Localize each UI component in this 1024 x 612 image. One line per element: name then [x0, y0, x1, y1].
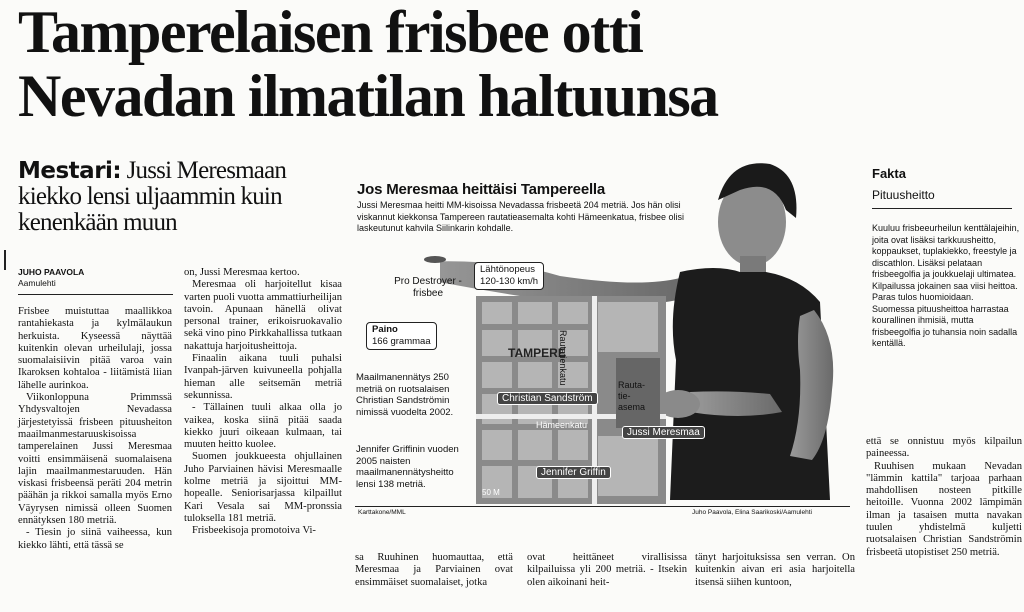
- paragraph: Meresmaa oli harjoitellut kisaa varten puoli vuotta ammattiurheilijan tavoin. Apunaan hänellä olivat personal trainer, erikoisruokavalio sekä vino pino Pirkkahallissa tutkaan nakattuja harjoitusheittoja.: [184, 279, 342, 352]
- paragraph: sa Ruuhinen huomauttaa, että Meresmaa ja Parviainen ovat ensimmäiset suomalaiset, jotka: [355, 552, 513, 588]
- paragraph: Viikonloppuna Primmssä Yhdysvaltojen Nevadassa järjestetyissä frisbeen pituusheiton maailmanmestaruuskisoissa tamperelainen Jussi Meresmaa voitti ensimmäisenä suomalaisena lajin maailmanmestaruuden. Hän viskasi frisbeensä peräti 204 metrin päähän ja rikkoi samalla myös Erno Väyrysen nimissä olleen Suomen ennätyksen 180 metriä.: [18, 392, 172, 527]
- fakta-paragraph: Kuuluu frisbeeurheilun kenttälajeihin, joita ovat lisäksi tarkkuusheitto, koppaukset, tuplakiekko, freestyle ja discathlon. Lisäksi pelataan frisbeegolfia ja joukkuelaji ultimatea.: [872, 223, 1020, 279]
- map-label-hameenkatu: Hämeenkatu: [536, 420, 588, 430]
- fakta-rule: [872, 208, 1012, 209]
- body-column-4: [866, 436, 1022, 559]
- map-label-griffin: Jennifer Griffin: [536, 466, 611, 479]
- speed-callout: [474, 262, 544, 290]
- map-label-tampere: TAMPERE: [508, 346, 566, 360]
- body-column-3a: [355, 552, 513, 589]
- subhead-lead: Mestari:: [18, 158, 122, 184]
- speed-label: Lähtönopeus: [480, 264, 535, 275]
- paragraph: Ruuhisen mukaan Nevadan "lämmin kattila" tarjoaa parhaan mahdollisen nosteen pitkille heitoille. Vuonna 2002 lämpimän ilman ja tasaisen mutta navakan tuulen yhdistelmä kuljetti ruotsalaisen Christian Sandströmin frisbeetä utopistiset 250 metriä.: [866, 460, 1022, 558]
- byline: [18, 267, 84, 289]
- griffin-text: Jennifer Griffinin vuoden 2005 naisten maailmanennätysheitto lensi 138 metriä.: [356, 444, 459, 490]
- credit-rule: [355, 506, 850, 507]
- map-credit: Karttakone/MML: [358, 509, 406, 516]
- infographic-title: Jos Meresmaa heittäisi Tampereella: [357, 181, 606, 198]
- map-label-rautatienkatu: Rautatienkatu: [558, 330, 568, 386]
- body-column-1: [18, 306, 172, 552]
- weight-label: Paino: [372, 324, 398, 335]
- paragraph: ovat heittäneet virallisissa kilpailuissa yli 200 metriä. - Itsekin olen aikoinani heit-: [527, 552, 687, 588]
- map-label-sandstrom: Christian Sandström: [497, 392, 598, 405]
- paragraph: että se onnistuu myös kilpailun paineessa.: [866, 436, 1022, 460]
- map-label-meresmaa: Jussi Meresmaa: [622, 426, 705, 439]
- byline-author: JUHO PAAVOLA: [18, 267, 85, 277]
- record-text: Maailmanennätys 250 metriä on ruotsalaisen Christian Sandströmin nimissä vuodelta 2002.: [356, 372, 454, 418]
- paragraph: - Tiesin jo siinä vaiheessa, kun kiekko lähti, että tässä se: [18, 527, 172, 551]
- subheadline: [18, 158, 318, 236]
- headline: [18, 0, 1018, 128]
- fakta-paragraph: Suomessa pituusheittoa harrastaa kourallinen ihmisiä, mutta frisbeegolfia jo tuhansia noin sadalla kentällä.: [872, 303, 1018, 348]
- byline-paper: Aamulehti: [18, 278, 56, 288]
- paragraph: Frisbeekisoja promotoiva Vi-: [192, 525, 316, 537]
- paragraph: tänyt harjoituksissa sen verran. On kuitenkin aivan eri asia harjoitella itsensä siihen kuntoon,: [695, 552, 855, 588]
- paragraph: on, Jussi Meresmaa kertoo.: [184, 267, 300, 278]
- fakta-paragraph: Kilpailussa jokainen saa viisi heittoa. Paras tulos huomioidaan.: [872, 280, 1018, 302]
- fakta-title: Fakta: [872, 166, 906, 181]
- paragraph: - Tällainen tuuli alkaa olla jo vaikea, koska siinä pitää saada kiekko juuri oikeaan kulmaan, tai muuten heitto kuolee.: [184, 402, 342, 451]
- headline-line1: Tamperelaisen frisbee otti: [18, 0, 643, 65]
- fakta-subtitle: Pituusheitto: [872, 188, 935, 202]
- body-column-3b: [527, 552, 687, 589]
- weight-callout: [366, 322, 437, 350]
- byline-rule: [18, 294, 173, 295]
- frisbee-label: Pro Destroyer -frisbee: [394, 276, 462, 299]
- fakta-text: [872, 223, 1020, 350]
- speed-value: 120-130 km/h: [480, 276, 539, 287]
- subhead-text: Jussi Meresmaan kiekko lensi uljaammin kuin kenenkään muun: [18, 157, 287, 236]
- weight-value: 166 grammaa: [372, 336, 431, 347]
- column-divider-left: [4, 250, 6, 270]
- paragraph: Suomen joukkueesta ohjullainen Juho Parviainen hävisi Meresmaalle kolme metriä ja sijoittui MM-hopealle. Seniorisarjassa kilpaillut Kari Vesala sai MM-pronssia tuloksella 181 metriä.: [184, 451, 342, 524]
- infographic-text: Jussi Meresmaa heitti MM-kisoissa Nevadassa frisbeetä 204 metriä. Jos hän olisi viskannut kiekkonsa Tampereen rautatieasemalta kohti Hämeenkatua, frisbee olisi laskeutunut kahvila Siilinkarin kohdalle.: [357, 200, 685, 233]
- headline-line2: Nevadan ilmatilan haltuunsa: [18, 63, 718, 129]
- photo-credit: Juho Paavola, Elina Saarikoski/Aamulehti: [692, 509, 812, 516]
- body-column-3c: [695, 552, 855, 589]
- body-column-2: [184, 267, 342, 538]
- paragraph: Frisbee muistuttaa maallikkoa rantahiekasta ja kylmälaukun herkuista. Kyseessä näyttää kuitenkin olevan urheilulaji, jossa suomalaisiivin pitää varoa vain Ikaroksen kohtaloa - liitämistä liian lähelle aurinkoa.: [18, 306, 172, 391]
- map-label-station: Rauta-tie-asema: [618, 380, 646, 412]
- frisbee-icon: [424, 256, 446, 263]
- paragraph: Finaalin aikana tuuli puhalsi Ivanpah-järven kuivuneella pohjalla hieman alle seitsemän metriä sekunnissa.: [184, 353, 342, 401]
- map-scale: 50 M: [482, 488, 500, 497]
